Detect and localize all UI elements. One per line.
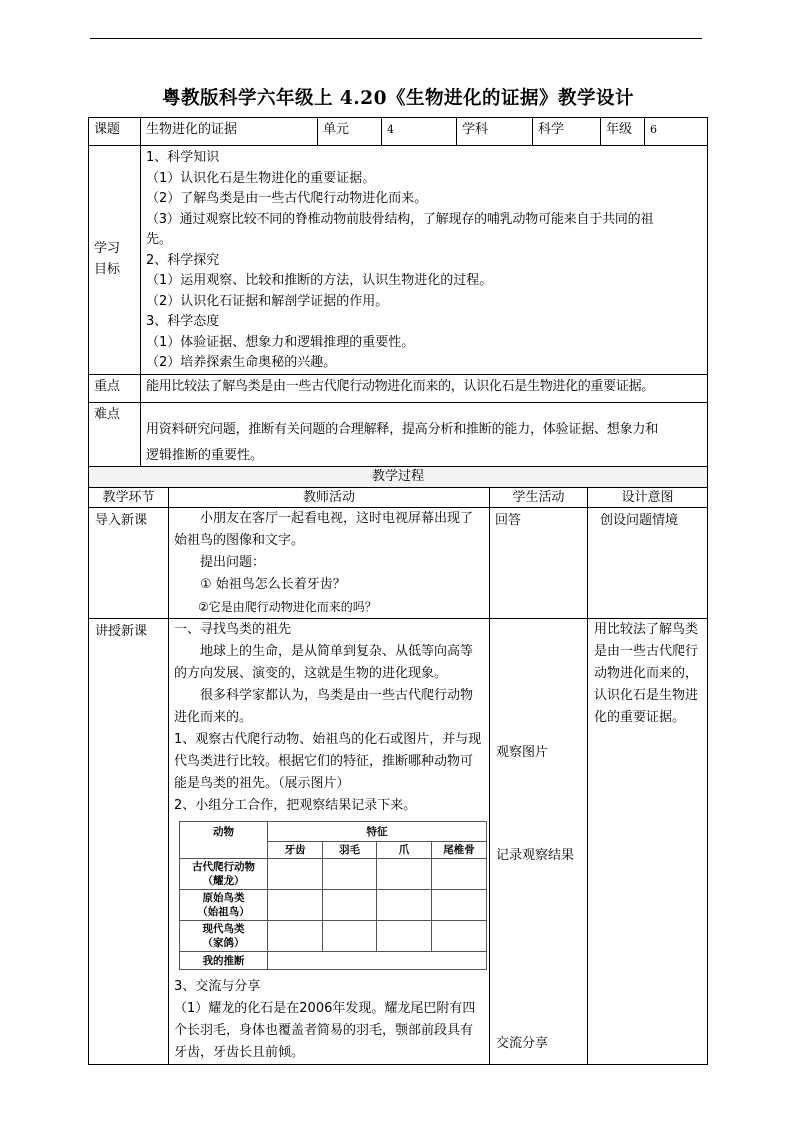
objective-line: 先。 (146, 232, 173, 247)
objective-line: （2）培养探索生命奥秘的兴趣。 (146, 355, 337, 370)
row-primitive-bird: 原始鸟类 （始祖鸟） (180, 890, 268, 921)
objective-line: （2）了解鸟类是由一些古代爬行动物进化而来。 (146, 191, 428, 206)
objective-line: （1）运用观察、比较和推断的方法，认识生物进化的过程。 (146, 273, 493, 288)
objective-line: （2）认识化石证据和解剖学证据的作用。 (146, 293, 389, 309)
key-point-label: 重点 (89, 374, 141, 402)
header-rule (90, 38, 702, 39)
record-cell[interactable] (432, 859, 487, 890)
header-intent: 设计意图 (588, 488, 708, 508)
record-cell[interactable] (268, 921, 323, 952)
objective-line: 3、科学态度 (146, 314, 220, 329)
grade-label: 年级 (601, 118, 645, 146)
intro-student: 回答 (490, 508, 588, 619)
objective-line: 2、科学探究 (146, 252, 220, 268)
key-point-text: 能用比较法了解鸟类是由一些古代爬行动物进化而来的，认识化石是生物进化的重要证据。 (141, 374, 708, 402)
student-record: 记录观察结果 (496, 848, 575, 863)
student-observe: 观察图片 (496, 745, 549, 760)
record-cell[interactable] (323, 921, 377, 952)
objectives-label: 学习 目标 (89, 146, 141, 375)
objective-line: 1、科学知识 (146, 150, 220, 165)
lecture-teacher: 一、寻找鸟类的祖先 地球上的生命，是从简单到复杂、从低等向高等的方向发展、演变的，这就是生物的进化现象。 很多科学家都认为，鸟类是由一些古代爬行动物进化而来的。 1、观察古代爬行动物、始祖鸟的化石或图片，并与现代鸟类进行比较。根据它们的特征，推断哪种动物可能是鸟类的祖先。（展示图片） 2、小组分工合作，把观察结果记录下来。 动物 特征 牙齿 羽毛 爪 尾椎骨 古代爬行动物 （耀龙） 原始鸟类 （始祖鸟） 现代鸟类 （家鸽） 我的推断 3、交流与分享 （1）耀龙的化石是在2006年发现。耀龙尾巴附有四个长羽毛，身体也覆盖者简易的羽毛，颚部前段具有牙齿，牙齿长且前倾。 (169, 619, 490, 1065)
lecture-intent: 用比较法了解鸟类是由一些古代爬行动物进化而来的，认识化石是生物进化的重要证据。 (588, 619, 708, 1065)
observation-record-table (179, 821, 487, 970)
header-stage: 教学环节 (89, 488, 169, 508)
lecture-stage: 讲授新课 (89, 619, 169, 1065)
feature-header: 特征 (268, 822, 487, 842)
process-table (88, 466, 708, 1065)
overview-table (88, 117, 708, 469)
inference-cell[interactable] (268, 952, 487, 970)
unit-value: 4 (382, 118, 457, 146)
animal-header: 动物 (180, 822, 268, 859)
record-cell[interactable] (377, 921, 432, 952)
course-value: 生物进化的证据 (141, 118, 318, 146)
feature-teeth: 牙齿 (268, 842, 323, 859)
objective-line: （1）体验证据、想象力和逻辑推理的重要性。 (146, 334, 415, 350)
record-cell[interactable] (268, 859, 323, 890)
objectives-content (141, 146, 708, 375)
feature-claws: 爪 (377, 842, 432, 859)
row-modern-bird: 现代鸟类 （家鸽） (180, 921, 268, 952)
row-ancient-reptile: 古代爬行动物 （耀龙） (180, 859, 268, 890)
document-title: 粤教版科学六年级上 4.20《生物进化的证据》教学设计 (161, 88, 634, 109)
intro-teacher: 小朋友在客厅一起看电视，这时电视屏幕出现了始祖鸟的图像和文字。 提出问题： ① 始祖鸟怎么长着牙齿？ ②它是由爬行动物进化而来的吗？ (169, 508, 490, 619)
record-cell[interactable] (323, 859, 377, 890)
section-title: 一、寻找鸟类的祖先 (174, 622, 292, 637)
feature-feathers: 羽毛 (323, 842, 377, 859)
record-cell[interactable] (377, 859, 432, 890)
record-cell[interactable] (432, 890, 487, 921)
subject-label: 学科 (457, 118, 533, 146)
lecture-student (490, 619, 588, 1065)
record-cell[interactable] (377, 890, 432, 921)
student-share: 交流分享 (496, 1036, 549, 1051)
record-cell[interactable] (323, 890, 377, 921)
unit-label: 单元 (318, 118, 382, 146)
record-cell[interactable] (268, 890, 323, 921)
feature-tail-vertebrae: 尾椎骨 (432, 842, 487, 859)
header-student: 学生活动 (490, 488, 588, 508)
course-label: 课题 (89, 118, 141, 146)
header-teacher: 教师活动 (169, 488, 490, 508)
intro-stage: 导入新课 (89, 508, 169, 619)
objective-line: （1）认识化石是生物进化的重要证据。 (146, 170, 376, 186)
row-inference: 我的推断 (180, 952, 268, 970)
difficulty-label: 难点 (89, 402, 141, 468)
subject-value: 科学 (533, 118, 601, 146)
record-cell[interactable] (432, 921, 487, 952)
grade-value: 6 (645, 118, 708, 146)
objective-line: （3）通过观察比较不同的脊椎动物前肢骨结构，了解现存的哺乳动物可能来自于共同的祖 (146, 211, 654, 227)
difficulty-text: 用资料研究问题，推断有关问题的合理解释，提高分析和推断的能力，体验证据、想象力和 逻辑推断的重要性。 (141, 402, 708, 468)
intro-intent: 创设问题情境 (588, 508, 708, 619)
process-title: 教学过程 (89, 467, 708, 488)
